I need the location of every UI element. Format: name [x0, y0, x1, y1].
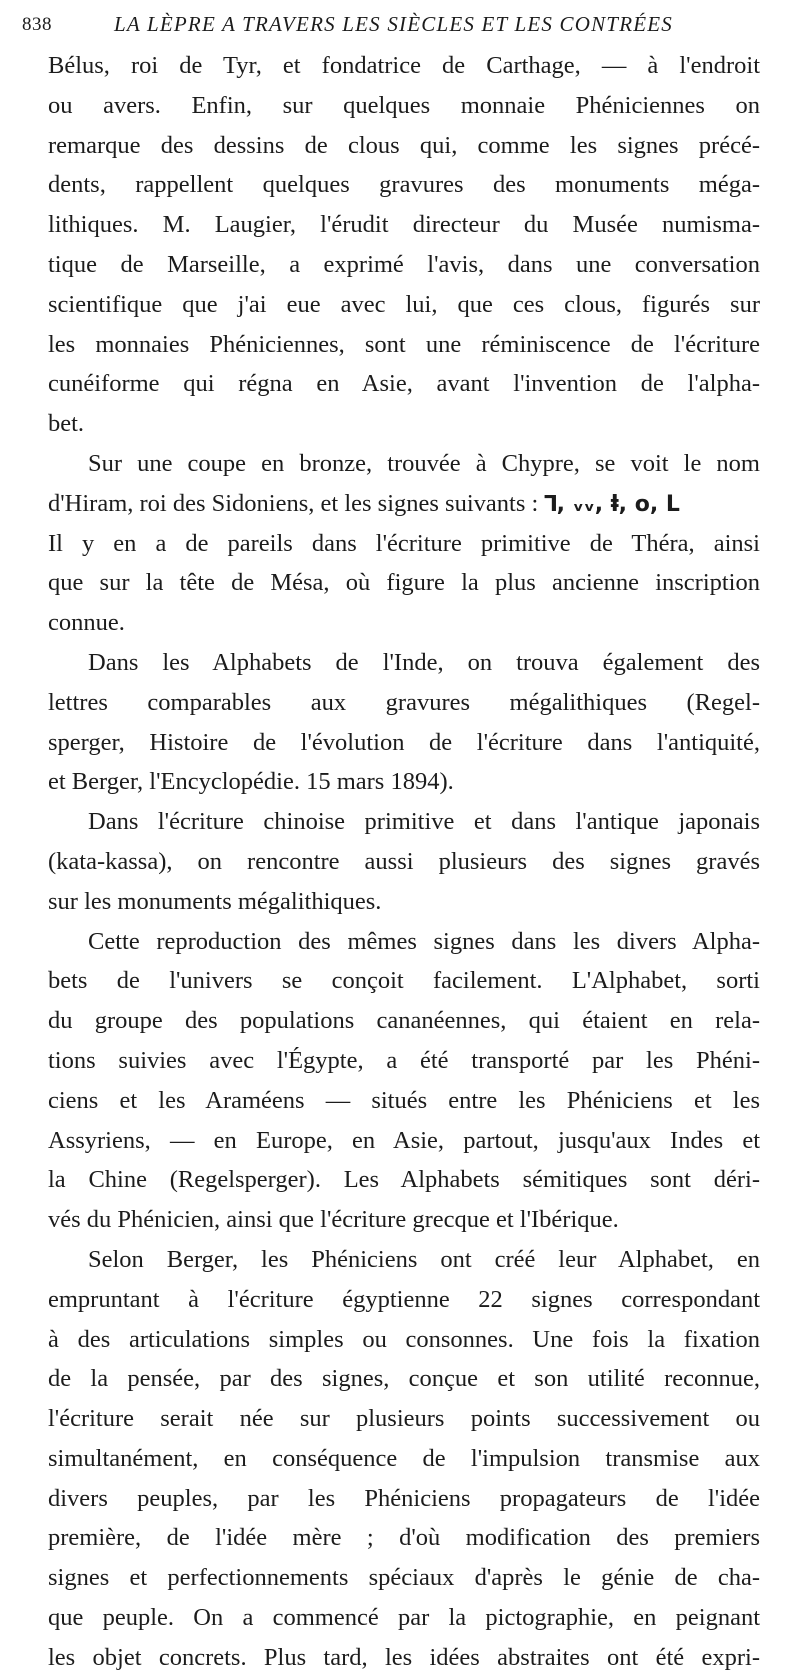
running-title: LA LÈPRE A TRAVERS LES SIÈCLES ET LES CONTRÉES	[114, 12, 673, 36]
text-line: Assyriens, — en Europe, en Asie, partout, jusqu'aux Indes et	[48, 1126, 760, 1154]
text-line: l'écriture serait née sur plusieurs points successivement ou	[48, 1405, 760, 1433]
text-segment: d'Hiram, roi des Sidoniens, et les signes suivants :	[48, 489, 539, 517]
text-line: cunéiforme qui régna en Asie, avant l'invention de l'alpha-	[48, 370, 760, 398]
text-line-with-signs	[48, 484, 760, 524]
text-line: signes et perfectionnements spéciaux d'après le génie de cha-	[48, 1564, 760, 1592]
text-line: sperger, Histoire de l'évolution de l'écriture dans l'antiquité,	[48, 728, 760, 756]
text-line: Selon Berger, les Phéniciens ont créé leur Alphabet, en	[88, 1245, 760, 1273]
text-line: connue.	[48, 609, 125, 637]
running-head	[22, 10, 752, 40]
text-line: bet.	[48, 410, 85, 438]
text-line: les objet concrets. Plus tard, les idées abstraites ont été expri-	[48, 1643, 760, 1671]
text-line: du groupe des populations cananéennes, qui étaient en rela-	[48, 1007, 760, 1035]
text-line: scientifique que j'ai eue avec lui, que ces clous, figurés sur	[48, 290, 760, 318]
text-line: première, de l'idée mère ; d'où modification des premiers	[48, 1524, 760, 1552]
text-line: Dans les Alphabets de l'Inde, on trouva également des	[88, 648, 760, 676]
text-line: empruntant à l'écriture égyptienne 22 signes correspondant	[48, 1285, 760, 1313]
text-line: (kata-kassa), on rencontre aussi plusieurs des signes gravés	[48, 847, 760, 875]
text-line: que peuple. On a commencé par la pictographie, en peignant	[48, 1604, 760, 1632]
text-line: ou avers. Enfin, sur quelques monnaie Phéniciennes on	[48, 91, 760, 119]
text-line: simultanément, en conséquence de l'impulsion transmise aux	[48, 1444, 760, 1472]
text-line: Cette reproduction des mêmes signes dans les divers Alpha-	[88, 927, 760, 955]
text-line: Sur une coupe en bronze, trouvée à Chypre, se voit le nom	[88, 449, 760, 477]
text-line: que sur la tête de Mésa, où figure la plus ancienne inscription	[48, 569, 760, 597]
text-line: la Chine (Regelsperger). Les Alphabets sémitiques sont déri-	[48, 1166, 760, 1194]
text-line: divers peuples, par les Phéniciens propagateurs de l'idée	[48, 1484, 760, 1512]
text-line: tique de Marseille, a exprimé l'avis, dans une conversation	[48, 250, 760, 278]
text-line: lithiques. M. Laugier, l'érudit directeur du Musée numisma-	[48, 211, 760, 239]
text-line: lettres comparables aux gravures mégalithiques (Regel-	[48, 688, 760, 716]
text-line: Dans l'écriture chinoise primitive et dans l'antique japonais	[88, 808, 760, 836]
text-line: Il y en a de pareils dans l'écriture primitive de Théra, ainsi	[48, 529, 760, 557]
text-line: Bélus, roi de Tyr, et fondatrice de Carthage, — à l'endroit	[48, 52, 760, 79]
text-line: vés du Phénicien, ainsi que l'écriture grecque et l'Ibérique.	[48, 1206, 619, 1234]
text-line: les monnaies Phéniciennes, sont une réminiscence de l'écriture	[48, 330, 760, 358]
text-line: dents, rappellent quelques gravures des monuments méga-	[48, 171, 760, 199]
text-line: à des articulations simples ou consonnes. Une fois la fixation	[48, 1325, 760, 1353]
text-line: sur les monuments mégalithiques.	[48, 887, 382, 915]
text-line: ciens et les Araméens — situés entre les Phéniciens et les	[48, 1086, 760, 1114]
text-line: et Berger, l'Encyclopédie. 15 mars 1894).	[48, 768, 454, 796]
text-line: tions suivies avec l'Égypte, a été transporté par les Phéni-	[48, 1046, 760, 1074]
body-text	[48, 46, 760, 1678]
text-line: de la pensée, par des signes, conçue et son utilité reconnue,	[48, 1365, 760, 1393]
phoenician-signs: ⅂, ᵥᵥ, ⱡ, o, Ⅼ	[544, 491, 680, 517]
page-number: 838	[22, 14, 52, 35]
text-line: bets de l'univers se conçoit facilement. L'Alphabet, sorti	[48, 967, 760, 995]
text-line: remarque des dessins de clous qui, comme les signes précé-	[48, 131, 760, 159]
